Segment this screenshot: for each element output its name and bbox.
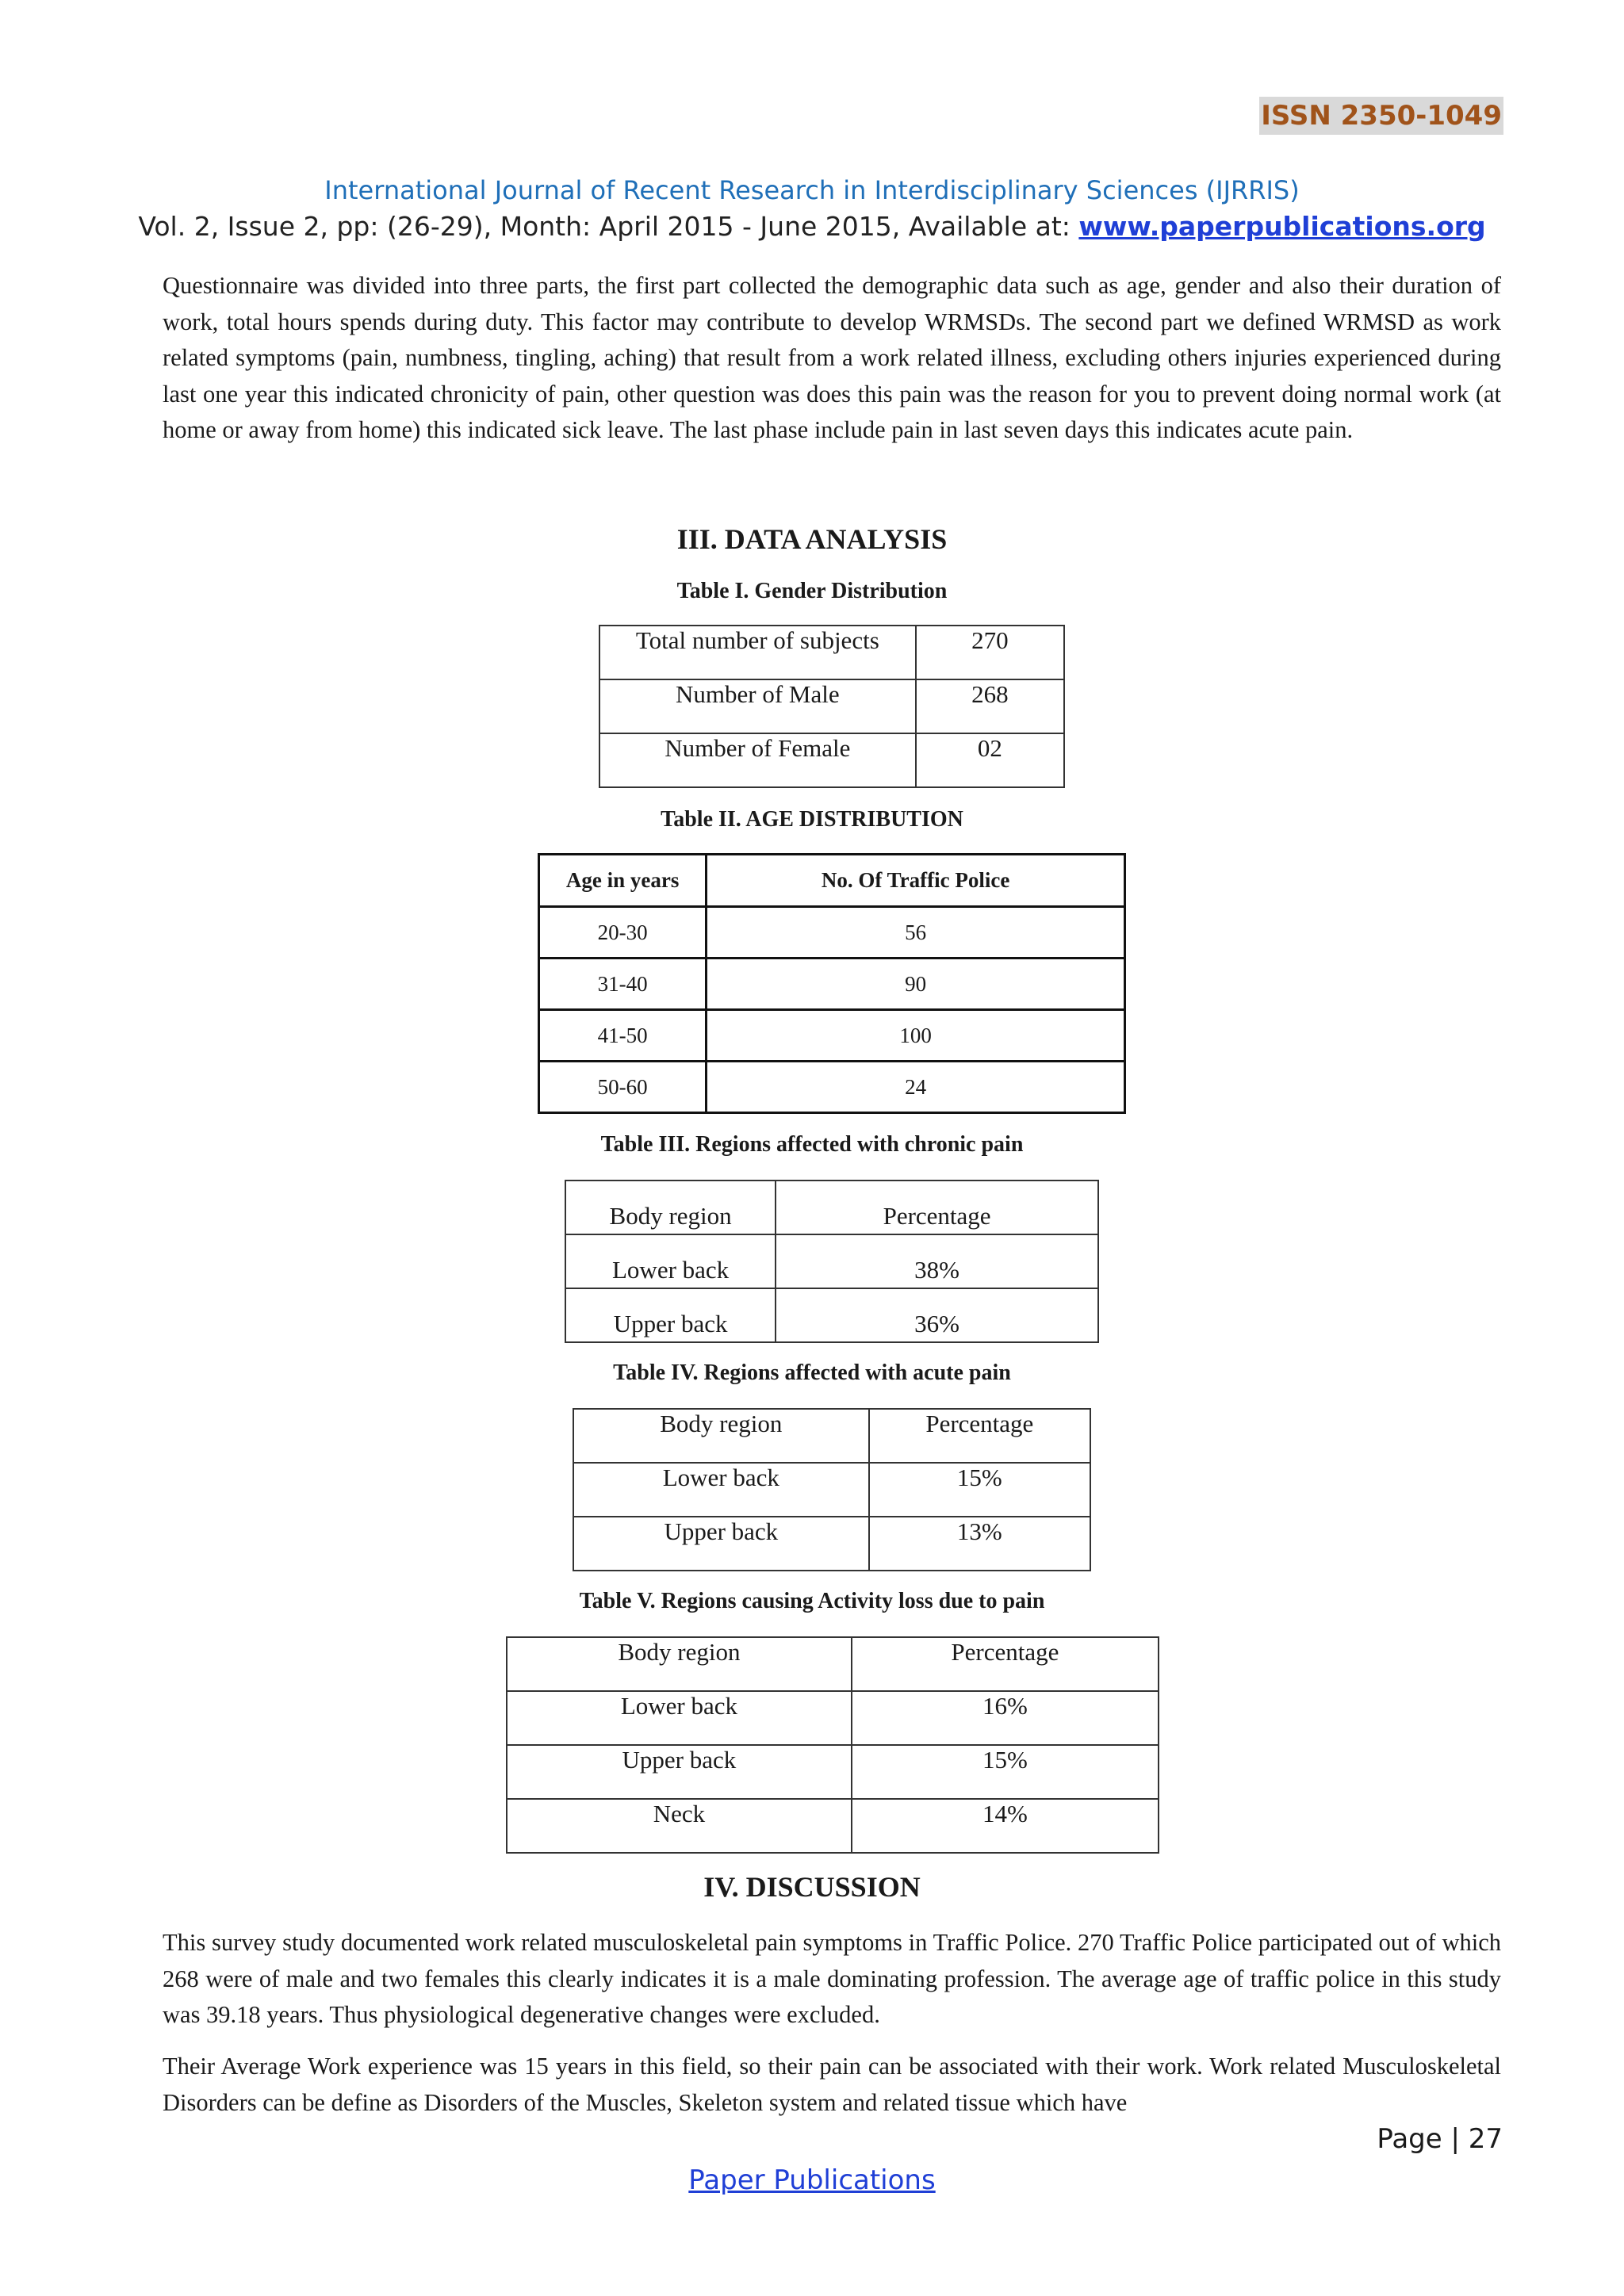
section-heading-discussion: IV. DISCUSSION bbox=[703, 1871, 921, 1903]
table-cell: Percentage bbox=[776, 1181, 1098, 1234]
gender-distribution-table bbox=[599, 625, 1065, 788]
page-number: Page | 27 bbox=[1377, 2123, 1503, 2155]
table-row bbox=[573, 1517, 1090, 1571]
activity-loss-table bbox=[506, 1636, 1159, 1854]
table-header-row bbox=[539, 855, 1125, 907]
table-cell: Upper back bbox=[507, 1745, 852, 1799]
table-cell: 15% bbox=[852, 1745, 1159, 1799]
table-cell: Body region bbox=[565, 1181, 776, 1234]
table-cell: 13% bbox=[869, 1517, 1090, 1571]
table-row bbox=[507, 1745, 1159, 1799]
table-cell: 31-40 bbox=[539, 959, 707, 1010]
table5-caption-label: Table V bbox=[579, 1589, 650, 1613]
discussion-paragraph-2: Their Average Work experience was 15 years in this field, so their pain can be associated with their work. Work related Musculoskeletal Disorders can be define as Disorders of the Muscles, Skeleton system and related tissue which have bbox=[163, 2053, 1501, 2116]
volume-line bbox=[0, 208, 1624, 246]
table5-caption bbox=[0, 1587, 1624, 1616]
table-cell: 36% bbox=[776, 1288, 1098, 1342]
table-row bbox=[507, 1637, 1159, 1691]
table-row bbox=[599, 626, 1064, 679]
table-row bbox=[565, 1181, 1098, 1234]
table4-caption-label: Table IV bbox=[613, 1360, 693, 1385]
table-header-cell: Age in years bbox=[539, 855, 707, 907]
table-cell: 50-60 bbox=[539, 1062, 707, 1113]
table-row bbox=[573, 1463, 1090, 1517]
footer-publisher bbox=[0, 2163, 1624, 2198]
table4-caption-text: . Regions affected with acute pain bbox=[692, 1360, 1011, 1385]
issn-label: ISSN 2350-1049 bbox=[1259, 97, 1503, 135]
table-cell: Neck bbox=[507, 1799, 852, 1853]
table-cell: 100 bbox=[707, 1010, 1125, 1062]
journal-title: International Journal of Recent Research in Interdisciplinary Sciences (IJRRIS) bbox=[324, 175, 1300, 205]
table-row bbox=[507, 1691, 1159, 1745]
table-row bbox=[565, 1234, 1098, 1288]
table-cell: Percentage bbox=[869, 1409, 1090, 1463]
table-cell: 56 bbox=[707, 907, 1125, 959]
acute-pain-table bbox=[573, 1408, 1091, 1571]
volume-text: Vol. 2, Issue 2, pp: (26-29), Month: April 2015 - June 2015, Available at: bbox=[138, 211, 1079, 242]
table-cell: 14% bbox=[852, 1799, 1159, 1853]
table-cell: Upper back bbox=[573, 1517, 869, 1571]
table-row bbox=[539, 907, 1125, 959]
table-cell: 41-50 bbox=[539, 1010, 707, 1062]
table3-caption-label: Table III bbox=[600, 1132, 685, 1157]
table-cell: 24 bbox=[707, 1062, 1125, 1113]
table-cell: Body region bbox=[507, 1637, 852, 1691]
publisher-link[interactable]: Paper Publications bbox=[688, 2164, 936, 2196]
table-cell: Number of Female bbox=[599, 733, 916, 787]
table-cell: 02 bbox=[916, 733, 1064, 787]
table2-caption: Table II. AGE DISTRIBUTION bbox=[661, 807, 963, 832]
table-row bbox=[573, 1409, 1090, 1463]
table-cell: 38% bbox=[776, 1234, 1098, 1288]
table-cell: Upper back bbox=[565, 1288, 776, 1342]
table-cell: Number of Male bbox=[599, 679, 916, 733]
table-cell: 15% bbox=[869, 1463, 1090, 1517]
table4-caption bbox=[0, 1359, 1624, 1387]
table3-caption bbox=[0, 1131, 1624, 1159]
table-cell: 20-30 bbox=[539, 907, 707, 959]
table3-caption-text: . Regions affected with chronic pain bbox=[684, 1132, 1024, 1157]
table-row bbox=[539, 959, 1125, 1010]
table-cell: Lower back bbox=[573, 1463, 869, 1517]
journal-url-link[interactable]: www.paperpublications.org bbox=[1078, 211, 1486, 242]
table5-caption-text: . Regions causing Activity loss due to pain bbox=[649, 1589, 1045, 1613]
table-header-cell: No. Of Traffic Police bbox=[707, 855, 1125, 907]
table-row bbox=[599, 733, 1064, 787]
chronic-pain-table bbox=[565, 1180, 1099, 1343]
table-cell: 90 bbox=[707, 959, 1125, 1010]
table-cell: Lower back bbox=[565, 1234, 776, 1288]
table-row bbox=[599, 679, 1064, 733]
table-row bbox=[565, 1288, 1098, 1342]
discussion-paragraph-1: This survey study documented work related musculoskeletal pain symptoms in Traffic Police. 270 Traffic Police participated out of which 268 were of male and two females this clearly indicates it is a male dominating profession. The average age of traffic police in this study was 39.18 years. Thus physiological degenerative changes were excluded. bbox=[163, 1929, 1501, 2028]
table-cell: 16% bbox=[852, 1691, 1159, 1745]
age-distribution-table bbox=[538, 853, 1126, 1114]
table-cell: Total number of subjects bbox=[599, 626, 916, 679]
table-cell: Percentage bbox=[852, 1637, 1159, 1691]
table-row bbox=[539, 1062, 1125, 1113]
table1-caption: Table I. Gender Distribution bbox=[676, 579, 948, 603]
table-cell: 270 bbox=[916, 626, 1064, 679]
intro-paragraph: Questionnaire was divided into three parts, the first part collected the demographic data such as age, gender and also their duration of work, total hours spends during duty. This factor may contribute to develop WRMSDs. The second part we defined WRMSD as work related symptoms (pain, numbness, tingling, aching) that result from a work related illness, excluding others injuries experienced during last one year this indicated chronicity of pain, other question was does this pain was the reason for you to prevent doing normal work (at home or away from home) this indicated sick leave. The last phase include pain in last seven days this indicates acute pain. bbox=[163, 272, 1501, 443]
section-heading-data-analysis: III. DATA ANALYSIS bbox=[676, 523, 948, 555]
table-row bbox=[507, 1799, 1159, 1853]
table-cell: Body region bbox=[573, 1409, 869, 1463]
table-cell: Lower back bbox=[507, 1691, 852, 1745]
table-row bbox=[539, 1010, 1125, 1062]
table-cell: 268 bbox=[916, 679, 1064, 733]
